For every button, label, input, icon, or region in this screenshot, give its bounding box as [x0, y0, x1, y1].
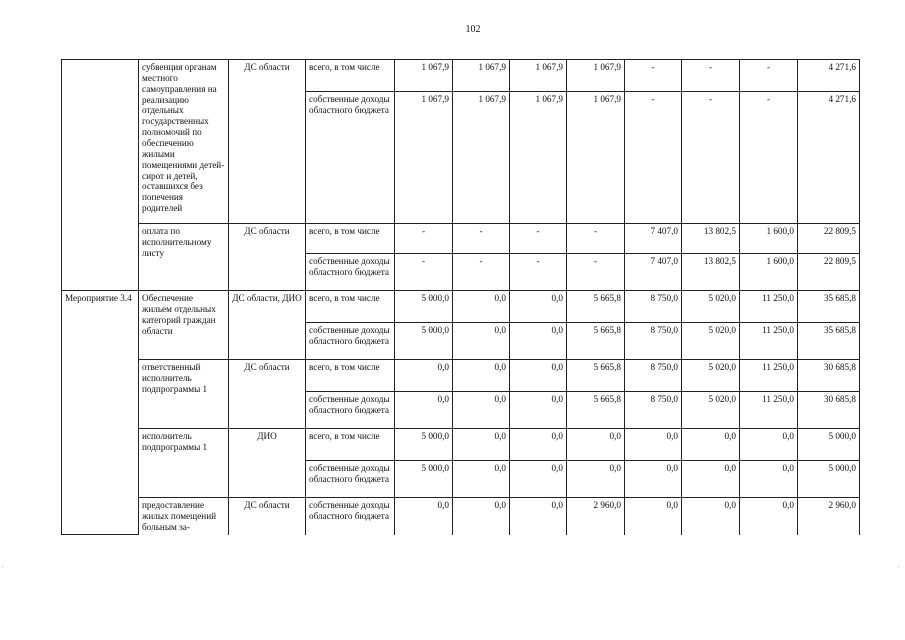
source-cell: ДС области	[229, 224, 306, 291]
page-number: 102	[465, 24, 481, 35]
value-cell: 0,0	[395, 392, 453, 429]
table-row	[62, 498, 860, 535]
funding-kind-cell: всего, в том числе	[306, 291, 395, 323]
value-cell: 0,0	[625, 429, 682, 461]
value-cell: 5 020,0	[682, 323, 740, 360]
funding-kind-cell: собственные доходы областного бюджета	[306, 498, 395, 535]
value-cell: 0,0	[510, 461, 567, 498]
value-cell: 8 750,0	[625, 392, 682, 429]
value-cell: 11 250,0	[740, 291, 798, 323]
value-cell: 1 600,0	[740, 224, 798, 254]
value-cell: 8 750,0	[625, 291, 682, 323]
value-cell: 2 960,0	[567, 498, 625, 535]
total-cell: 22 809,5	[798, 254, 860, 291]
total-cell: 22 809,5	[798, 224, 860, 254]
value-cell: -	[740, 92, 798, 224]
value-cell: 8 750,0	[625, 323, 682, 360]
funding-kind-cell: собственные доходы областного бюджета	[306, 461, 395, 498]
value-cell: 1 600,0	[740, 254, 798, 291]
value-cell: 5 000,0	[395, 461, 453, 498]
value-cell: 0,0	[740, 461, 798, 498]
value-cell: 5 665,8	[567, 323, 625, 360]
value-cell: 5 665,8	[567, 291, 625, 323]
value-cell: 11 250,0	[740, 392, 798, 429]
total-cell: 35 685,8	[798, 323, 860, 360]
value-cell: 0,0	[510, 360, 567, 392]
value-cell: -	[682, 60, 740, 92]
value-cell: 5 000,0	[395, 429, 453, 461]
value-cell: 1 067,9	[567, 60, 625, 92]
value-cell: 5 020,0	[682, 392, 740, 429]
funding-kind-cell: собственные доходы областного бюджета	[306, 323, 395, 360]
value-cell: 5 020,0	[682, 291, 740, 323]
value-cell: 5 020,0	[682, 360, 740, 392]
value-cell: 5 665,8	[567, 360, 625, 392]
group-cell	[62, 60, 139, 291]
value-cell: 1 067,9	[395, 92, 453, 224]
total-cell: 30 685,8	[798, 360, 860, 392]
value-cell: -	[453, 224, 510, 254]
value-cell: 0,0	[453, 498, 510, 535]
value-cell: 0,0	[567, 429, 625, 461]
funding-kind-cell: собственные доходы областного бюджета	[306, 254, 395, 291]
value-cell: 0,0	[510, 392, 567, 429]
value-cell: 5 000,0	[395, 291, 453, 323]
total-cell: 2 960,0	[798, 498, 860, 535]
table-row	[62, 224, 860, 254]
value-cell: 0,0	[453, 291, 510, 323]
subject-cell: предоставление жилых помещений больным за-	[139, 498, 229, 535]
value-cell: 11 250,0	[740, 323, 798, 360]
value-cell: -	[567, 224, 625, 254]
value-cell: 0,0	[510, 291, 567, 323]
value-cell: 0,0	[682, 461, 740, 498]
budget-table-body	[62, 60, 860, 535]
total-cell: 35 685,8	[798, 291, 860, 323]
edge-mark-right: '	[898, 566, 900, 572]
source-cell: ДИО	[229, 429, 306, 498]
total-cell: 4 271,6	[798, 60, 860, 92]
value-cell: 0,0	[740, 498, 798, 535]
table-row	[62, 291, 860, 323]
value-cell: 0,0	[395, 360, 453, 392]
value-cell: -	[453, 254, 510, 291]
value-cell: -	[395, 254, 453, 291]
value-cell: 0,0	[453, 360, 510, 392]
table-row	[62, 429, 860, 461]
budget-table	[61, 59, 860, 535]
subject-cell: оплата по исполнительному листу	[139, 224, 229, 291]
value-cell: -	[682, 92, 740, 224]
value-cell: 0,0	[510, 323, 567, 360]
value-cell: 13 802,5	[682, 254, 740, 291]
value-cell: 0,0	[510, 429, 567, 461]
value-cell: 1 067,9	[395, 60, 453, 92]
value-cell: -	[625, 60, 682, 92]
total-cell: 4 271,6	[798, 92, 860, 224]
value-cell: 7 407,0	[625, 224, 682, 254]
value-cell: -	[740, 60, 798, 92]
value-cell: 0,0	[625, 498, 682, 535]
value-cell: 7 407,0	[625, 254, 682, 291]
value-cell: 0,0	[395, 498, 453, 535]
funding-kind-cell: всего, в том числе	[306, 429, 395, 461]
value-cell: 0,0	[625, 461, 682, 498]
funding-kind-cell: всего, в том числе	[306, 60, 395, 92]
value-cell: 0,0	[682, 429, 740, 461]
value-cell: 8 750,0	[625, 360, 682, 392]
value-cell: -	[510, 254, 567, 291]
total-cell: 5 000,0	[798, 461, 860, 498]
funding-kind-cell: собственные доходы областного бюджета	[306, 92, 395, 224]
funding-kind-cell: всего, в том числе	[306, 360, 395, 392]
value-cell: -	[625, 92, 682, 224]
value-cell: 0,0	[510, 498, 567, 535]
value-cell: 13 802,5	[682, 224, 740, 254]
funding-kind-cell: всего, в том числе	[306, 224, 395, 254]
value-cell: 1 067,9	[453, 60, 510, 92]
value-cell: 0,0	[740, 429, 798, 461]
source-cell: ДС области	[229, 360, 306, 429]
source-cell: ДС области, ДИО	[229, 291, 306, 360]
value-cell: 0,0	[453, 461, 510, 498]
funding-kind-cell: собственные доходы областного бюджета	[306, 392, 395, 429]
subject-cell: Обеспечение жильем отдельных категорий граждан области	[139, 291, 229, 360]
value-cell: -	[395, 224, 453, 254]
value-cell: 11 250,0	[740, 360, 798, 392]
source-cell: ДС области	[229, 498, 306, 535]
value-cell: 1 067,9	[510, 92, 567, 224]
value-cell: -	[510, 224, 567, 254]
total-cell: 30 685,8	[798, 392, 860, 429]
value-cell: 0,0	[453, 323, 510, 360]
subject-cell: субвенция органам местного самоуправления на реализацию отдельных государственных полномочий по обеспечению жилыми помещениями детей-сирот и детей, оставшихся без попечения родителей	[139, 60, 229, 224]
value-cell: 1 067,9	[453, 92, 510, 224]
value-cell: 5 665,8	[567, 392, 625, 429]
value-cell: -	[567, 254, 625, 291]
total-cell: 5 000,0	[798, 429, 860, 461]
value-cell: 0,0	[453, 429, 510, 461]
value-cell: 0,0	[567, 461, 625, 498]
value-cell: 5 000,0	[395, 323, 453, 360]
edge-mark-left: '	[2, 566, 4, 572]
value-cell: 1 067,9	[510, 60, 567, 92]
value-cell: 0,0	[453, 392, 510, 429]
group-cell: Мероприятие 3.4	[62, 291, 139, 535]
source-cell: ДС области	[229, 60, 306, 224]
table-row	[62, 60, 860, 92]
value-cell: 1 067,9	[567, 92, 625, 224]
subject-cell: ответственный исполнитель подпрограммы 1	[139, 360, 229, 429]
subject-cell: исполнитель подпрограммы 1	[139, 429, 229, 498]
value-cell: 0,0	[682, 498, 740, 535]
table-row	[62, 360, 860, 392]
